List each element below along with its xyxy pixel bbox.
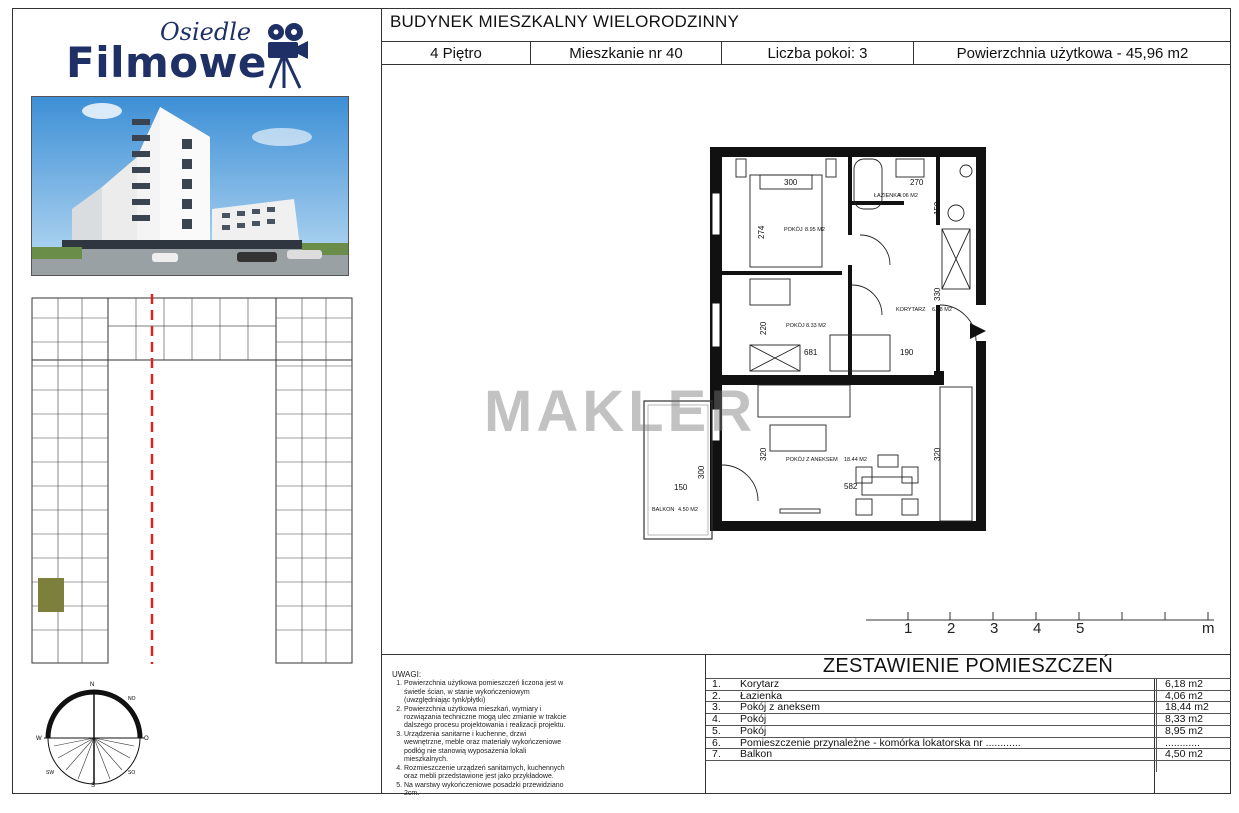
- table-row: 1. Korytarz 6,18 m2: [706, 679, 1231, 691]
- dim-220: 220: [759, 321, 768, 335]
- table-row: 4. Pokój 8,33 m2: [706, 714, 1231, 726]
- label-pokoj-2-area: 8.33 M2: [806, 323, 826, 329]
- compass-so: SO: [128, 770, 136, 776]
- label-balkon-area: 4.50 M2: [678, 507, 698, 513]
- compass-w: W: [36, 736, 42, 742]
- notes-block: [392, 671, 567, 799]
- table-row: 6. Pomieszczenie przynależne - komórka lokatorska nr ............ ............: [706, 737, 1231, 749]
- scale-tick-3: 3: [990, 620, 999, 637]
- table-row: 7. Balkon 4,50 m2: [706, 749, 1231, 761]
- compass-no: NO: [128, 696, 136, 702]
- dim-320-left: 320: [759, 447, 768, 461]
- dim-274: 274: [757, 225, 766, 239]
- table-row: 2. Łazienka 4,06 m2: [706, 690, 1231, 702]
- label-lazienka: ŁAZIENKA: [874, 193, 901, 199]
- usable-area: Powierzchnia użytkowa - 45,96 m2: [956, 44, 1189, 62]
- dim-150: 150: [674, 483, 688, 492]
- left-panel-divider: [381, 8, 382, 794]
- highlighted-apartment: [38, 578, 64, 612]
- dim-300-balkon: 300: [697, 465, 706, 479]
- note-item: 1. Powierzchnia użytkowa pomieszczeń liczona jest w świetle ścian, w stanie wykończeniowym (uwzględniając tynk/płytki): [404, 680, 567, 705]
- room-summary-table: [706, 678, 1231, 772]
- note-item: 5. Na warstwy wykończeniowe posadzki przewidziano 2cm.: [404, 782, 567, 799]
- note-item: 4. Rozmieszczenie urządzeń sanitarnych, kuchennych oraz mebli przedstawione jest jako przykładowe.: [404, 765, 567, 782]
- label-pokoj-2: POKÓJ: [786, 323, 805, 329]
- site-plan: [28, 290, 360, 668]
- dim-159: 159: [933, 201, 942, 215]
- scale-tick-4: 4: [1033, 620, 1042, 637]
- label-aneks: POKÓJ Z ANEKSEM: [786, 457, 838, 463]
- floor-label: 4 Piętro: [430, 44, 482, 62]
- label-balkon: BALKON: [652, 507, 675, 513]
- label-pokoj-1-area: 8.95 M2: [805, 227, 825, 233]
- table-row: [706, 760, 1231, 771]
- header-divider-2: [381, 64, 1231, 65]
- building-render-photo: [31, 96, 349, 276]
- label-korytarz: KORYTARZ: [896, 307, 926, 313]
- logo-filmowe: Filmowe: [66, 38, 267, 87]
- compass-sw: SW: [46, 770, 55, 776]
- dim-300: 300: [784, 178, 798, 187]
- notes-heading: UWAGI:: [392, 670, 422, 679]
- dim-681: 681: [804, 348, 818, 357]
- dim-320-right: 320: [933, 447, 942, 461]
- rooms-count: Liczba pokoi: 3: [767, 44, 868, 62]
- table-row: 3. Pokój z aneksem 18,44 m2: [706, 702, 1231, 714]
- scale-tick-2: 2: [947, 620, 956, 637]
- dim-330: 330: [933, 287, 942, 301]
- room-summary-title: ZESTAWIENIE POMIESZCZEŃ: [822, 655, 1114, 677]
- document-title: BUDYNEK MIESZKALNY WIELORODZINNY: [390, 12, 739, 31]
- dim-582: 582: [844, 482, 858, 491]
- compass-rose: [34, 676, 154, 788]
- watermark: MAKLER: [484, 379, 757, 444]
- compass-s: S: [91, 783, 96, 788]
- scale-unit: m: [1202, 620, 1215, 637]
- logo-osiedle: Osiedle: [160, 18, 252, 46]
- dim-190: 190: [900, 348, 914, 357]
- scale-tick-5: 5: [1076, 620, 1085, 637]
- scale-bar: [862, 610, 1222, 640]
- apartment-floor-plan: [640, 145, 990, 543]
- dim-270: 270: [910, 178, 924, 187]
- scale-tick-1: 1: [904, 620, 913, 637]
- film-camera-icon: [262, 22, 310, 90]
- note-item: 2. Powierzchnia użytkowa mieszkań, wymiary i rozwiązania techniczne mogą ulec zmianie w trakcie dalszego procesu projektowania i realizacji projektu.: [404, 706, 567, 731]
- label-korytarz-area: 6.18 M2: [932, 307, 952, 313]
- apartment-number: Mieszkanie nr 40: [569, 44, 683, 62]
- compass-n: N: [90, 682, 95, 688]
- label-pokoj-1: POKÓJ: [784, 227, 803, 233]
- label-aneks-area: 18.44 M2: [844, 457, 867, 463]
- table-row: 5. Pokój 8,95 m2: [706, 725, 1231, 737]
- label-lazienka-area: 4.06 M2: [898, 193, 918, 199]
- compass-o: O: [144, 736, 149, 742]
- note-item: 3. Urządzenia sanitarne i kuchenne, drzwi wewnętrzne, meble oraz materiały wykończeniowe podłóg nie stanowią wyposażenia lokali mieszkalnych.: [404, 731, 567, 764]
